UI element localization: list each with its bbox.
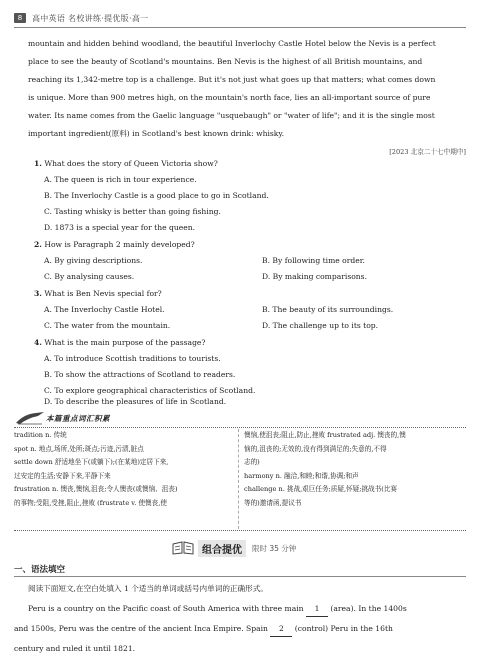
- vocab-entry: 等的)邀请函,提议书: [244, 498, 302, 507]
- option: D. The challenge up to its top.: [262, 321, 379, 330]
- option: A. By giving descriptions.: [44, 256, 143, 265]
- option: A. The Inverlochy Castle Hotel.: [44, 305, 165, 314]
- passage-line: reaching its 1,342-metre top is a challenge. But it's not just what goes up that matters; what comes down: [28, 75, 436, 84]
- vocab-banner-title: 本篇重点词汇积累: [46, 413, 110, 423]
- question-4: [34, 337, 206, 349]
- option: D. 1873 is a special year for the queen.: [44, 223, 196, 232]
- source-note: [2023 北京二十七中期中]: [389, 148, 466, 156]
- vocab-banner: [14, 410, 110, 426]
- vocab-right-column: [244, 429, 406, 511]
- cloze-line-2: [14, 622, 466, 637]
- option: B. By following time order.: [262, 256, 365, 265]
- vocab-column-divider: [238, 429, 239, 529]
- cloze-text: Peru is a country on the Pacific coast of South America with three main: [28, 604, 304, 613]
- option: B. The beauty of its surroundings.: [262, 305, 394, 314]
- cloze-text: and 1500s, Peru was the centre of the ancient Inca Empire. Spain: [14, 624, 268, 633]
- cloze-line-1: [28, 602, 480, 617]
- option: A. To introduce Scottish traditions to tourists.: [44, 354, 221, 363]
- question-2: [34, 239, 195, 251]
- time-limit: 限时 35 分钟: [252, 543, 297, 553]
- question-stem: What does the story of Queen Victoria show?: [44, 159, 218, 168]
- passage-line: is unique. More than 900 metres high, on the mountain's north face, lies an all-important source of pure: [28, 93, 431, 102]
- option: C. By analysing causes.: [44, 272, 135, 281]
- cloze-text: (area). In the 1400s: [330, 604, 407, 613]
- question-3: [34, 288, 162, 300]
- book-icon: [172, 541, 194, 555]
- option: C. Tasting whisky is better than going fishing.: [44, 207, 221, 216]
- vocab-entry: settle down 舒适地坐下(或躺下);(在某地)定居下来,: [14, 458, 169, 467]
- question-1: [34, 158, 218, 170]
- vocab-entry: 恼的,沮丧的;无效的,没有得到满足的;失意的,不得: [244, 444, 387, 453]
- vocab-rule-bottom: [14, 530, 466, 531]
- vocab-entry: 懊恼,使沮丧;阻止,防止,挫败 frustrated adj. 懊丧的,懊: [244, 431, 406, 439]
- question-number: 3.: [34, 289, 42, 298]
- blank-1[interactable]: 1: [306, 602, 328, 617]
- vocab-entry: 过安定的生活;安静下来,平静下来: [14, 471, 111, 480]
- option: B. To show the attractions of Scotland to readers.: [44, 370, 236, 379]
- blank-2[interactable]: 2: [270, 622, 292, 637]
- page-header: [14, 10, 466, 26]
- question-number: 1.: [34, 159, 42, 168]
- vocab-entry: tradition n. 传统: [14, 431, 67, 439]
- page-number: 8: [14, 13, 26, 23]
- vocab-entry: 志的): [244, 458, 260, 467]
- passage-line: mountain and hidden behind woodland, the beautiful Inverlochy Castle Hotel below the Nevis is a perfect: [28, 39, 436, 48]
- vocab-entry: frustration n. 懊丧,懊恼,沮丧;令人懊丧(或懊恼、沮丧): [14, 485, 178, 494]
- question-stem: What is Ben Nevis special for?: [44, 289, 162, 298]
- book-title: 高中英语 名校讲练·提优版·高一: [32, 13, 149, 23]
- section-heading: 一、语法填空: [14, 565, 66, 575]
- pen-icon: [14, 411, 46, 425]
- question-number: 4.: [34, 338, 42, 347]
- cloze-text: (control) Peru in the 16th: [294, 624, 393, 633]
- section-banner: [172, 540, 296, 556]
- section-rule: [14, 576, 466, 577]
- option: C. The water from the mountain.: [44, 321, 171, 330]
- option: C. To explore geographical characteristics of Scotland.: [44, 386, 256, 395]
- vocab-rule-top: [14, 427, 466, 428]
- cloze-line-3: century and ruled it until 1821.: [14, 644, 136, 653]
- vocab-entry: 的事物;受阻,受挫,阻止,挫败 (frustrate v. 使懊丧,使: [14, 498, 167, 507]
- passage-line: place to see the beauty of Scotland's mountains. Ben Nevis is the highest of all British mountains, and: [28, 57, 423, 66]
- passage-line: important ingredient(原料) in Scotland's best known drink: whisky.: [28, 129, 285, 138]
- vocab-entry: spot n. 地点,场所,处所;斑点;污迹,污渍,脏点: [14, 444, 144, 453]
- question-stem: How is Paragraph 2 mainly developed?: [44, 240, 195, 249]
- option: B. The Inverlochy Castle is a good place to go in Scotland.: [44, 191, 269, 200]
- question-number: 2.: [34, 240, 42, 249]
- option: A. The queen is rich in tour experience.: [44, 175, 197, 184]
- vocab-left-column: [14, 429, 178, 511]
- section-banner-title: 组合提优: [198, 540, 246, 557]
- vocab-entry: harmony n. 融洽,和睦;和谐,协调;和声: [244, 471, 359, 480]
- vocab-entry: challenge n. 挑战,艰巨任务;质疑,怀疑;挑战书(比赛: [244, 485, 398, 494]
- question-stem: What is the main purpose of the passage?: [44, 338, 206, 347]
- option: D. To describe the pleasures of life in Scotland.: [44, 397, 227, 406]
- passage-line: water. Its name comes from the Gaelic language "usquebaugh" or "water of life"; and it is the single most: [28, 111, 435, 120]
- option: D. By making comparisons.: [262, 272, 367, 281]
- header-rule: [14, 27, 466, 28]
- instruction: 阅读下面短文,在空白处填入 1 个适当的单词或括号内单词的正确形式。: [28, 584, 268, 593]
